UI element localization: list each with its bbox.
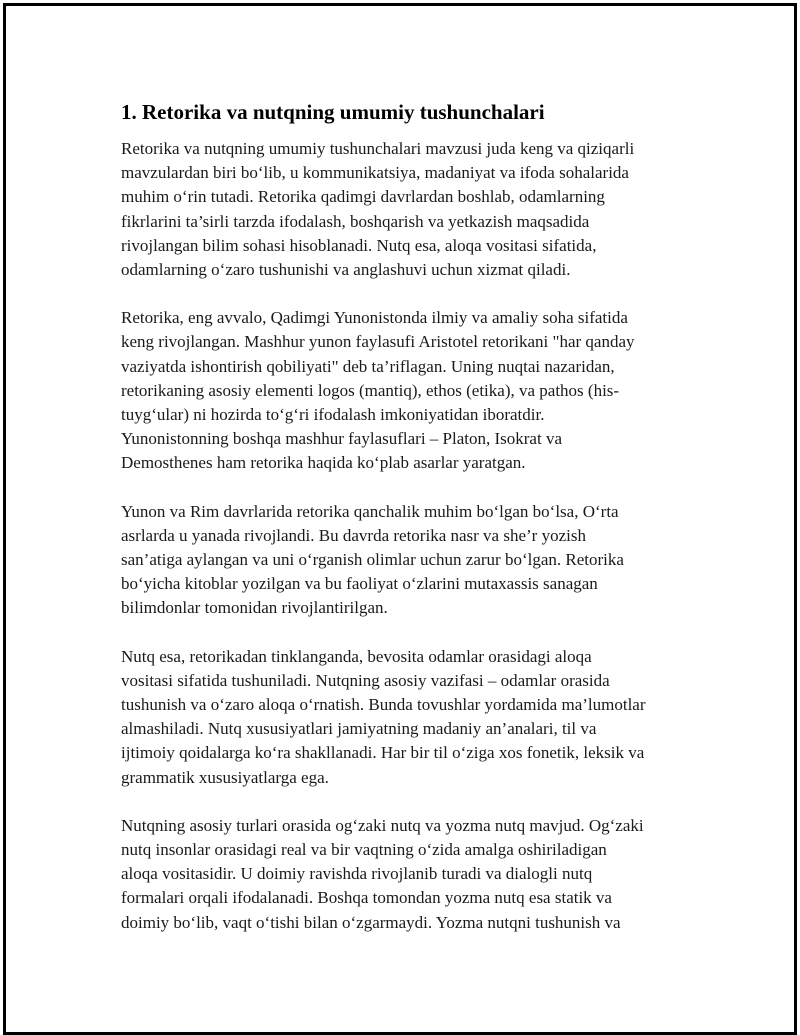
text-line: Yunon va Rim davrlarida retorika qanchalik muhim bo‘lgan bo‘lsa, O‘rta [121, 501, 619, 521]
paragraph [121, 500, 681, 621]
text-line: Yunonistonning boshqa mashhur faylasuflari – Platon, Isokrat va [121, 429, 562, 449]
text-line: tushunish va o‘zaro aloqa o‘rnatish. Bunda tovushlar yordamida ma’lumotlar [121, 695, 646, 715]
text-line: tuyg‘ular) ni hozirda to‘g‘ri ifodalash imkoniyatidan iboratdir. [121, 405, 545, 425]
text-line: almashiladi. Nutq xususiyatlari jamiyatning madaniy an’analari, til va [121, 719, 597, 739]
text-line: doimiy bo‘lib, vaqt o‘tishi bilan o‘zgarmaydi. Yozma nutqni tushunish va [121, 912, 621, 932]
text-line: odamlarning o‘zaro tushunishi va anglashuvi uchun xizmat qiladi. [121, 260, 571, 280]
section-heading: 1. Retorika va nutqning umumiy tushunchalari [121, 100, 545, 124]
text-line: keng rivojlangan. Mashhur yunon faylasufi Aristotel retorikani "har qanday [121, 332, 635, 352]
text-line: retorikaning asosiy elementi logos (mantiq), ethos (etika), va pathos (his- [121, 380, 620, 400]
text-line: Demosthenes ham retorika haqida ko‘plab asarlar yaratgan. [121, 453, 526, 473]
text-line: vaziyatda ishontirish qobiliyati" deb ta’riflagan. Uning nuqtai nazaridan, [121, 356, 615, 376]
text-line: formalari orqali ifodalanadi. Boshqa tomondan yozma nutq esa statik va [121, 888, 612, 908]
text-line: Nutqning asosiy turlari orasida og‘zaki nutq va yozma nutq mavjud. Og‘zaki [121, 815, 644, 835]
text-line: bo‘yicha kitoblar yozilgan va bu faoliyat o‘zlarini mutaxassis sanagan [121, 574, 598, 594]
text-line: vositasi sifatida tushuniladi. Nutqning asosiy vazifasi – odamlar orasida [121, 670, 610, 690]
text-line: ijtimoiy qoidalarga ko‘ra shakllanadi. Har bir til o‘ziga xos fonetik, leksik va [121, 743, 645, 763]
text-line: rivojlangan bilim sohasi hisoblanadi. Nutq esa, aloqa vositasi sifatida, [121, 235, 597, 255]
text-line: bilimdonlar tomonidan rivojlantirilgan. [121, 598, 388, 618]
text-line: aloqa vositasidir. U doimiy ravishda rivojlanib turadi va dialogli nutq [121, 864, 593, 884]
text-line: nutq insonlar orasidagi real va bir vaqtning o‘zida amalga oshiriladigan [121, 840, 607, 860]
paragraph [121, 814, 681, 935]
text-line: mavzulardan biri bo‘lib, u kommunikatsiya, madaniyat va ifoda sohalarida [121, 163, 629, 183]
paragraph [121, 645, 681, 790]
text-line: Retorika va nutqning umumiy tushunchalari mavzusi juda keng va qiziqarli [121, 139, 635, 158]
text-line: Nutq esa, retorikadan tinklanganda, bevosita odamlar orasidagi aloqa [121, 646, 592, 666]
text-line: grammatik xususiyatlarga ega. [121, 767, 329, 787]
text-line: san’atiga aylangan va uni o‘rganish olimlar uchun zarur bo‘lgan. Retorika [121, 550, 624, 570]
document-content [121, 99, 681, 959]
text-line: asrlarda u yanada rivojlandi. Bu davrda retorika nasr va she’r yozish [121, 525, 586, 545]
document-page [3, 3, 797, 1035]
text-line: fikrlarini ta’sirli tarzda ifodalash, boshqarish va yetkazish maqsadida [121, 211, 590, 231]
paragraph-list [121, 137, 681, 935]
text-line: muhim o‘rin tutadi. Retorika qadimgi davrlardan boshlab, odamlarning [121, 187, 605, 207]
paragraph [121, 137, 681, 282]
paragraph [121, 306, 681, 475]
text-line: Retorika, eng avvalo, Qadimgi Yunonistonda ilmiy va amaliy soha sifatida [121, 308, 628, 328]
